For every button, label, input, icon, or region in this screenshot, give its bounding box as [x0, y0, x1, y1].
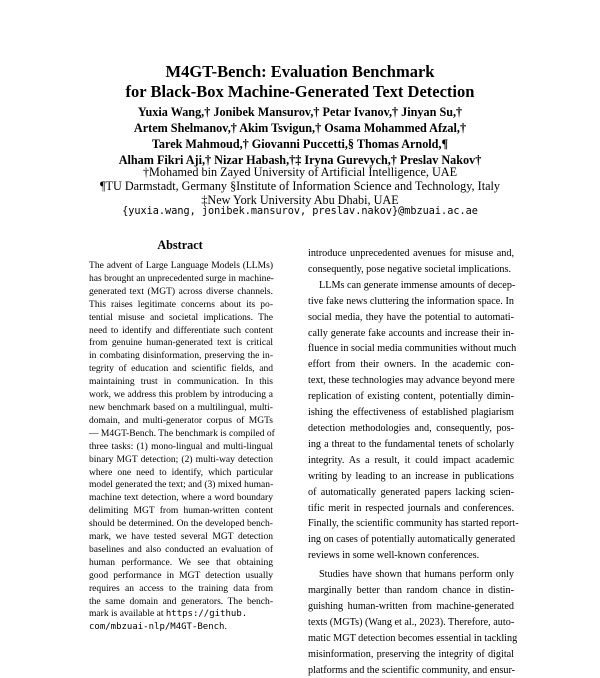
abstract-end-period: .	[224, 621, 227, 633]
abstract-line: The advent of Large Language Models (LLMs)	[89, 260, 273, 271]
affiliation-line: ¶TU Darmstadt, Germany §Institute of Information Science and Technology, Italy	[100, 178, 500, 193]
body-column-right	[308, 246, 519, 678]
abstract-line: This raises legitimate concerns about its po-	[89, 298, 273, 310]
body-line: ishing the effectiveness of established plagiarism	[308, 407, 514, 419]
abstract-line: — M4GT-Bench. The benchmark is compiled of	[89, 427, 275, 439]
abstract-body	[89, 260, 273, 634]
body-line: guishing human-written from machine-generated	[308, 600, 514, 612]
body-line: text, these technologies may advance beyond mere	[308, 375, 515, 387]
body-line: detection methodologies and, consequently, pos-	[308, 422, 514, 434]
body-line: cally generate fake accounts and increase their in-	[308, 327, 514, 339]
abstract-line: in combating disinformation, preserving the in-	[89, 350, 273, 362]
author-line: Alham Fikri Aji,† Nizar Habash,†‡ Iryna Gurevych,† Preslav Nakov†	[118, 153, 482, 167]
abstract-line: generated text (MGT) across diverse channels.	[89, 285, 273, 297]
abstract-line: from genuine human-generated text is critical	[89, 337, 273, 349]
abstract-line	[89, 621, 273, 634]
body-line: tive fake news cluttering the information space. In	[308, 295, 514, 307]
abstract-line: delimiting MGT from human-written content	[89, 505, 273, 517]
affiliations	[60, 166, 540, 207]
abstract-line: human performance. We see that obtaining	[89, 556, 273, 568]
author-emails: {yuxia.wang, jonibek.mansurov, preslav.nakov}@mbzuai.ac.ae	[122, 206, 478, 217]
abstract-availability-text: mark is available at	[89, 608, 166, 620]
affiliation-line: †Mohamed bin Zayed University of Artificial Intelligence, UAE	[142, 165, 458, 179]
affiliation-line: ‡New York University Abu Dhabi, UAE	[201, 192, 399, 207]
abstract-line: model generated the text; and (3) mixed human-	[89, 479, 274, 491]
abstract-line: baselines and also conducted an evaluation of	[89, 543, 273, 555]
body-paragraph	[308, 246, 514, 278]
abstract-line: tential misuse and societal implications. The	[89, 311, 273, 323]
repo-link-continued[interactable]: com/mbzuai-nlp/M4GT-Bench	[89, 622, 225, 633]
author-line: Artem Shelmanov,† Akim Tsvigun,† Osama Mohammed Afzal,†	[133, 121, 467, 135]
abstract-line: good performance in MGT detection usually	[89, 569, 273, 581]
author-list	[60, 104, 540, 168]
body-line: writing by leading to an increase in publications	[308, 470, 514, 482]
body-line: integrity. As a result, it could impact academic	[308, 454, 514, 466]
body-line: consequently, pose negative societal implications.	[308, 263, 512, 275]
abstract-line: machine text detection, where a word boundary	[89, 492, 273, 504]
body-line: platforms and the scientific community, and ensur-	[308, 664, 516, 676]
title-line: for Black-Box Machine-Generated Text Detection	[125, 82, 475, 101]
abstract-line: work, we address this problem by introducing a	[89, 389, 273, 401]
body-line: marginally better than random chance in distin-	[308, 585, 514, 597]
body-line: ing on cases of potentially automatically generated	[308, 534, 516, 546]
body-line: introduce unprecedented avenues for misuse and,	[308, 248, 514, 259]
body-line: ing a threat to the fundamental tenets of scholarly	[308, 438, 514, 450]
body-line: texts (MGTs) (Wang et al., 2023). Therefore, auto-	[308, 616, 515, 628]
body-paragraph	[308, 278, 519, 564]
abstract-line: tegrity of education and scientific fields, and	[89, 363, 273, 375]
body-line: replication of existing content, potentially dimin-	[308, 391, 514, 403]
body-line: tific merit in respected journals and conferences.	[308, 502, 514, 514]
abstract-line: where one need to identify, which particular	[89, 466, 273, 478]
abstract-line: new benchmark based on a multilingual, multi-	[89, 401, 273, 413]
abstract-line: the same domain and generators. The bench-	[89, 595, 273, 607]
abstract-line: three tasks: (1) mono-lingual and multi-lingual	[89, 440, 273, 452]
abstract-line: domain, and multi-generator corpus of MGTs	[89, 414, 273, 426]
abstract-line	[89, 608, 273, 621]
body-line: matic MGT detection becomes essential in tackling	[308, 632, 518, 644]
abstract-line: mark, we have tested several MGT detection	[89, 531, 273, 543]
abstract-heading: Abstract	[157, 238, 203, 252]
body-line: of automatically generated papers lacking scien-	[308, 486, 514, 498]
body-line: social media, they have the potential to automati-	[308, 311, 514, 323]
body-paragraph	[308, 567, 518, 678]
body-line: fluence in social media communities without much	[308, 343, 517, 355]
abstract-lines	[89, 260, 273, 608]
body-line: Finally, the scientific community has started report-	[308, 518, 519, 530]
abstract-line: should be determined. On the developed bench-	[89, 518, 273, 530]
repo-link[interactable]: https://github.	[165, 609, 248, 620]
abstract-line: requires an access to the training data from	[89, 582, 273, 594]
author-line: Tarek Mahmoud,† Giovanni Puccetti,§ Thomas Arnold,¶	[151, 137, 449, 151]
abstract-line: binary MGT detection; (2) multi-way detection	[89, 453, 273, 465]
body-line: Studies have shown that humans perform only	[319, 569, 514, 581]
abstract-line: need to identify and differentiate such content	[89, 324, 273, 336]
body-line: misinformation, preserving the integrity of digital	[308, 648, 514, 660]
body-line: LLMs can generate immense amounts of decep-	[319, 279, 516, 291]
body-line: reviews in some well-known conferences.	[308, 550, 480, 562]
abstract-line: maintaining trust in communication. In this	[89, 376, 273, 388]
abstract-line: has brought an unprecedented surge in machine-	[89, 272, 274, 284]
paper-title	[60, 62, 540, 102]
body-line: effort from their owners. In the academic con-	[308, 359, 514, 371]
author-line: Yuxia Wang,† Jonibek Mansurov,† Petar Ivanov,† Jinyan Su,†	[137, 105, 463, 119]
title-line: M4GT-Bench: Evaluation Benchmark	[165, 62, 435, 81]
